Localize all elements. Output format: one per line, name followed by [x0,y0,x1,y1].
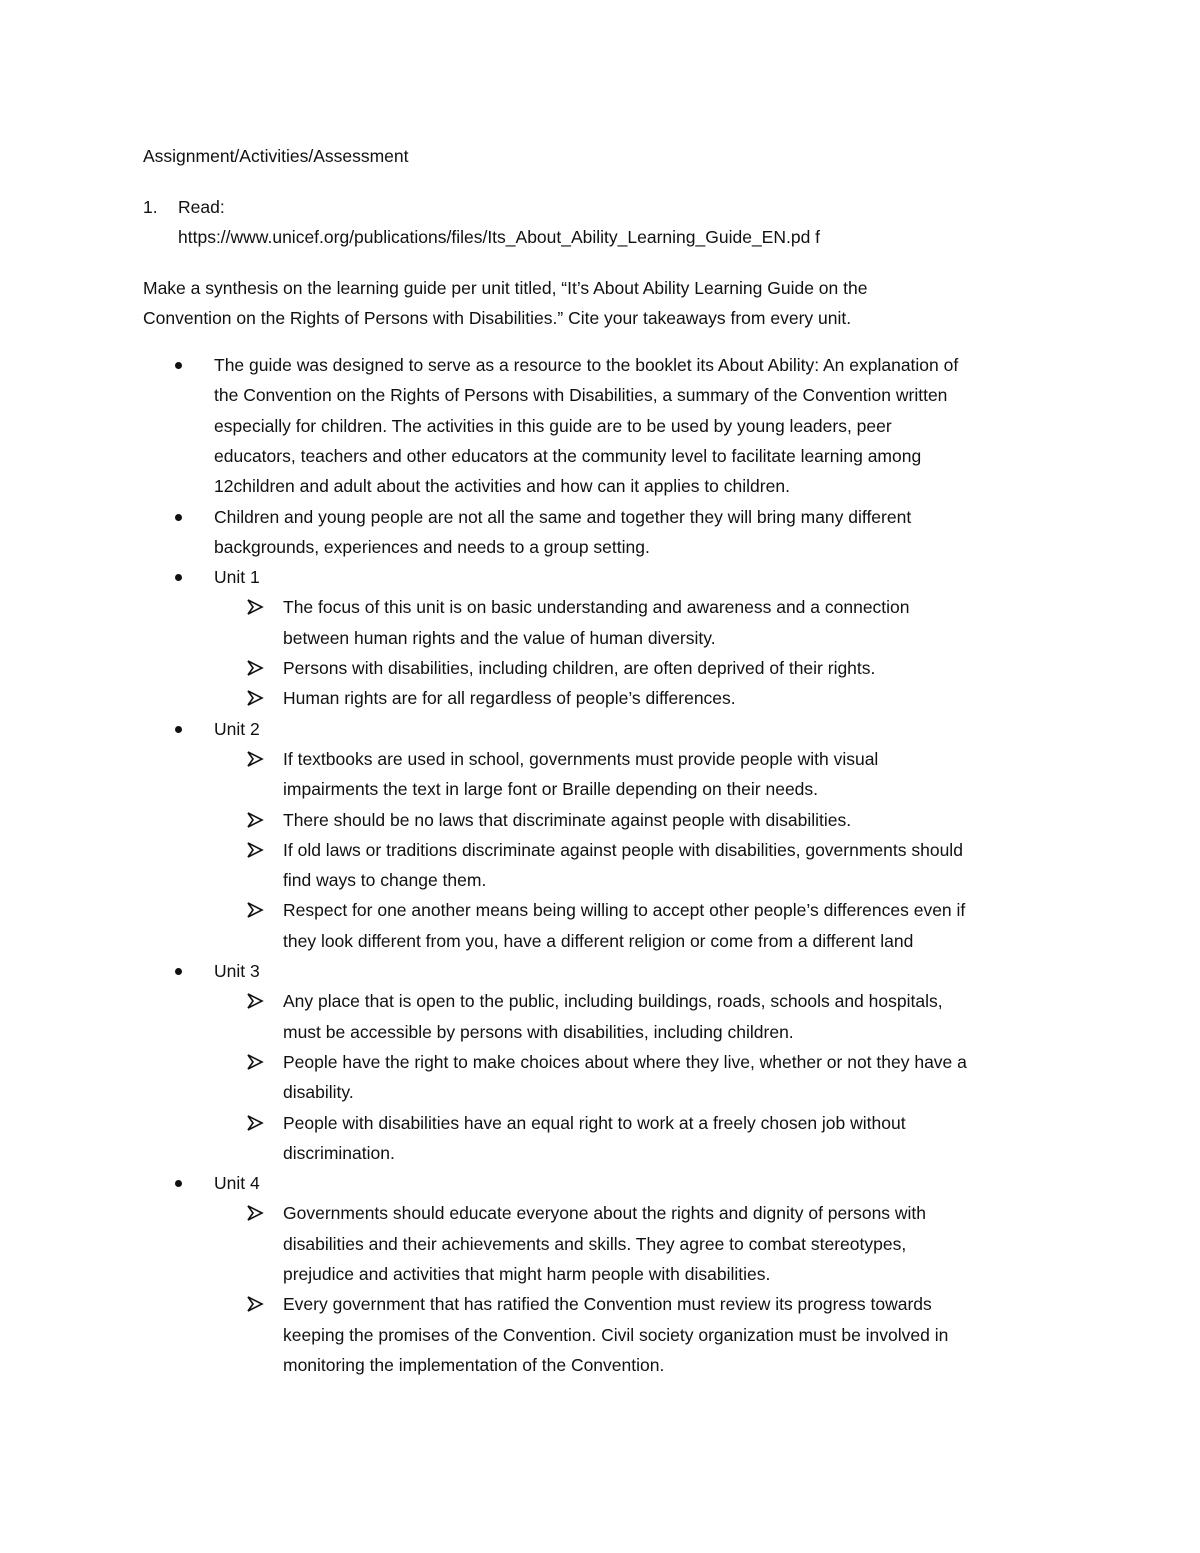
arrow-bullet-icon [246,659,264,677]
sub-bullet-text-line: disability. [283,1082,354,1103]
bullet-dot-icon [175,968,182,975]
sub-bullet-text-line: If old laws or traditions discriminate against people with disabilities, governments should [283,839,963,860]
list-number: 1. [143,197,158,217]
bullet-text-line: Children and young people are not all the same and together they will bring many different [214,506,912,527]
bullet-text-line: 12children and adult about the activities and how can it applies to children. [214,476,790,497]
sub-bullet-text-line: People have the right to make choices about where they live, whether or not they have a [283,1051,967,1072]
sub-bullet-text-line: must be accessible by persons with disabilities, including children. [283,1021,794,1042]
sub-bullet-text-line: Persons with disabilities, including children, are often deprived of their rights. [283,658,876,678]
sub-bullet-text-line: Human rights are for all regardless of people’s differences. [283,688,736,709]
page-title: Assignment/Activities/Assessment [143,146,409,166]
bullet-text-line: Unit 3 [214,961,260,981]
arrow-bullet-icon [246,750,264,768]
sub-bullet-text-line: Any place that is open to the public, including buildings, roads, schools and hospitals, [283,991,943,1012]
bullet-dot-icon [175,726,182,733]
sub-bullet-text-line: impairments the text in large font or Braille depending on their needs. [283,779,819,800]
arrow-bullet-icon [246,811,264,829]
bullet-dot-icon [175,574,182,581]
sub-bullet-text-line: prejudice and activities that might harm people with disabilities. [283,1264,771,1284]
arrow-bullet-icon [246,901,264,919]
arrow-bullet-icon [246,598,264,616]
bullet-text-line: The guide was designed to serve as a resource to the booklet its About Ability: An explanation of [214,355,959,375]
arrow-bullet-icon [246,1114,264,1132]
arrow-bullet-icon [246,1053,264,1071]
bullet-text-line: Unit 1 [214,567,260,588]
read-label: Read: [178,197,225,217]
instruction-paragraph [143,273,1043,334]
instruction-line: Convention on the Rights of Persons with Disabilities.” Cite your takeaways from every unit. [143,308,852,329]
bullet-text-line: educators, teachers and other educators at the community level to facilitate learning among [214,445,922,466]
read-url: https://www.unicef.org/publications/files/Its_About_Ability_Learning_Guide_EN.pd f [178,227,821,247]
sub-bullet-text-line: Governments should educate everyone about the rights and dignity of persons with [283,1203,927,1224]
arrow-bullet-icon [246,1295,264,1313]
bullet-dot-icon [175,514,182,521]
sub-bullet-text-line: There should be no laws that discriminate against people with disabilities. [283,809,852,830]
instruction-line: Make a synthesis on the learning guide per unit titled, “It’s About Ability Learning Guide on the [143,278,868,298]
sub-bullet-text-line: they look different from you, have a different religion or come from a different land [283,930,914,951]
bullet-text-line: especially for children. The activities in this guide are to be used by young leaders, peer [214,415,892,436]
sub-bullet-text-line: find ways to change them. [283,870,487,891]
sub-bullet-text-line: between human rights and the value of human diversity. [283,627,716,648]
sub-bullet-text-line: discrimination. [283,1142,395,1163]
bullet-text-line: backgrounds, experiences and needs to a group setting. [214,536,650,557]
bullet-text-line: the Convention on the Rights of Persons with Disabilities, a summary of the Convention written [214,385,948,406]
bullet-text-line: Unit 4 [214,1173,260,1194]
bullet-text-line: Unit 2 [214,718,260,739]
sub-bullet-text-line: disabilities and their achievements and skills. They agree to combat stereotypes, [283,1233,907,1254]
arrow-bullet-icon [246,1204,264,1222]
bullet-dot-icon [175,362,182,369]
sub-bullet-text-line: Respect for one another means being willing to accept other people’s differences even if [283,900,966,921]
sub-bullet-text-line: The focus of this unit is on basic understanding and awareness and a connection [283,597,910,618]
arrow-bullet-icon [246,689,264,707]
arrow-bullet-icon [246,841,264,859]
sub-bullet-text-line: monitoring the implementation of the Convention. [283,1354,665,1375]
bullet-dot-icon [175,1180,182,1187]
sub-bullet-text-line: If textbooks are used in school, governments must provide people with visual [283,748,879,769]
sub-bullet-text-line: keeping the promises of the Convention. Civil society organization must be involved in [283,1324,949,1345]
arrow-bullet-icon [246,992,264,1010]
sub-bullet-text-line: Every government that has ratified the Convention must review its progress towards [283,1294,932,1315]
sub-bullet-text-line: People with disabilities have an equal right to work at a freely chosen job without [283,1112,906,1133]
